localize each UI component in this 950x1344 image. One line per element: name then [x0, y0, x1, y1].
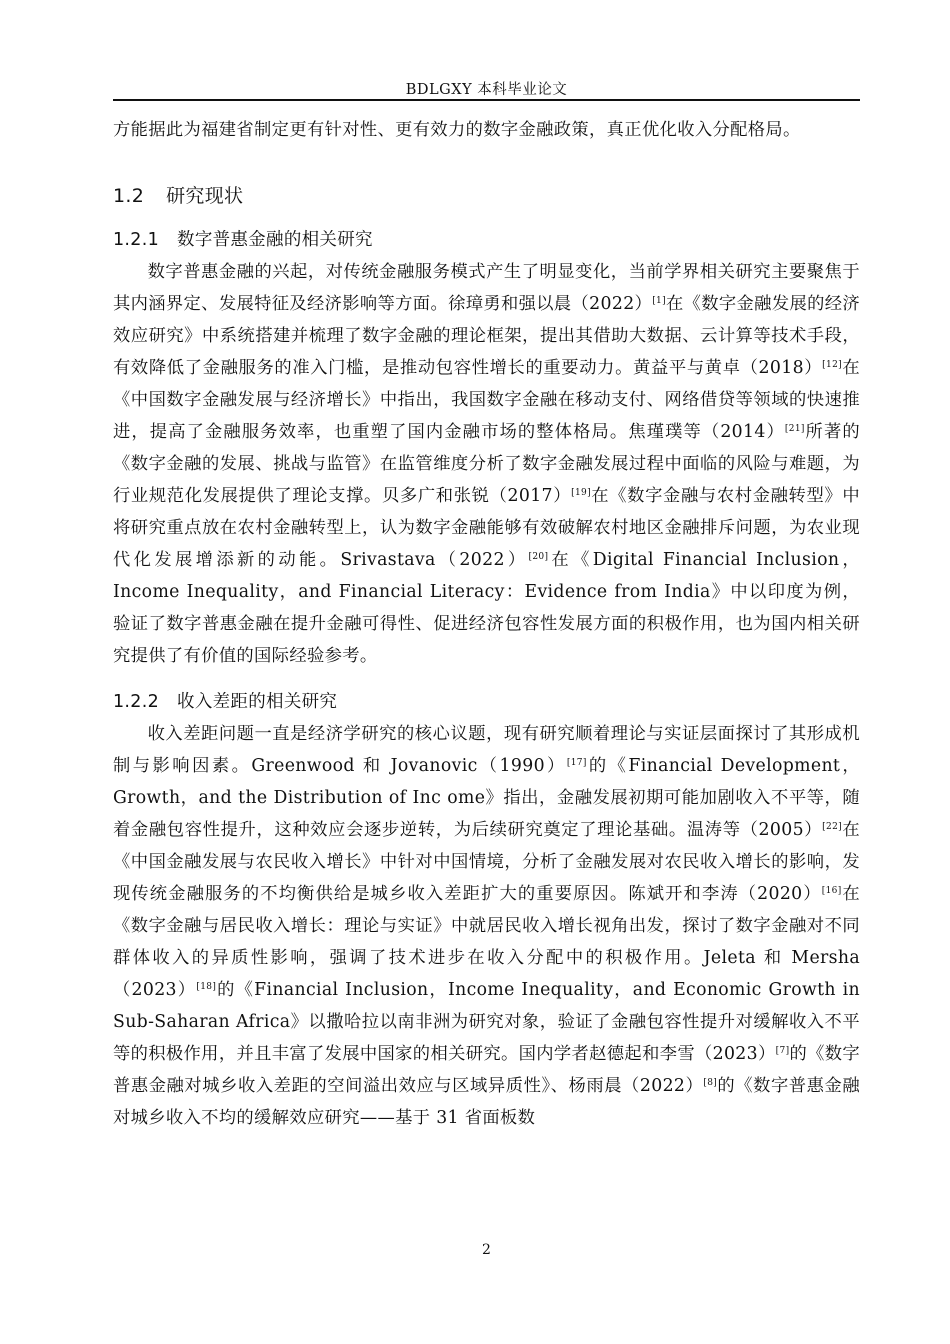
page-number: 2 [482, 1242, 491, 1258]
subsection-number: 1.2.2 [113, 692, 160, 712]
text-run: 的《Financial Inclusion，Income Inequality，and Economic Growth in Sub-Saharan Africa》以撒哈拉以南非洲为研究对象，验证了金融包容性提升对缓解收入不平等的积极作用，并且丰富了发展中国家的相关研究。国内学者赵德起和李雪（2023） [113, 980, 860, 1064]
paragraph-digital-finance [113, 256, 860, 672]
text-run: 在《数字金融发展的经济效应研究》中系统搭建并梳理了数字金融的理论框架，提出其借助大数据、云计算等技术手段，有效降低了金融服务的准入门槛，是推动包容性增长的重要动力。黄益平与黄卓（2018） [113, 294, 860, 378]
text-run: 在《数字金融与农村金融转型》中将研究重点放在农村金融转型上，认为数字金融能够有效破解农村地区金融排斥问题，为农业现代化发展增添新的动能。Srivastava（2022） [113, 486, 860, 570]
subsection-heading-2 [113, 686, 860, 718]
citation-marker: [1] [652, 296, 666, 306]
citation-marker: [20] [528, 552, 549, 562]
text-run: 在《数字金融与居民收入增长：理论与实证》中就居民收入增长视角出发，探讨了数字金融对不同群体收入的异质性影响，强调了技术进步在收入分配中的积极作用。Jeleta 和 Mersha（2023） [113, 884, 860, 1000]
text-run: 的《数字普惠金融对城乡收入差距的空间溢出效应与区域异质性》、杨雨晨（2022） [113, 1044, 860, 1096]
citation-marker: [18] [196, 982, 217, 992]
citation-marker: [16] [821, 886, 842, 896]
text-run: 在《Digital Financial Inclusion， Income Inequality，and Financial Literacy：Evidence from India》中以印度为例，验证了数字普惠金融在提升金融可得性、促进经济包容性发展方面的积极作用，也为国内相关研究提供了有价值的国际经验参考。 [113, 550, 860, 666]
text-run: 所著的《数字金融的发展、挑战与监管》在监管维度分析了数字金融发展过程中面临的风险与难题，为行业规范化发展提供了理论支撑。贝多广和张锐（2017） [113, 422, 860, 506]
text-run: 的《Financial Development，Growth，and the Distribution of Inc ome》指出，金融发展初期可能加剧收入不平等，随着金融包容性提升，这种效应会逐步逆转，为后续研究奠定了理论基础。温涛等（2005） [113, 756, 860, 840]
citation-marker: [7] [775, 1046, 790, 1056]
paragraph-income-gap [113, 718, 860, 1134]
running-header: BDLGXY 本科毕业论文 [405, 82, 568, 98]
citation-marker: [8] [703, 1078, 718, 1088]
carry-over-paragraph: 方能据此为福建省制定更有针对性、更有效力的数字金融政策，真正优化收入分配格局。 [113, 120, 801, 140]
subsection-heading-1 [113, 224, 860, 256]
citation-marker: [21] [784, 424, 805, 434]
text-run: 收入差距问题一直是经济学研究的核心议题，现有研究顺着理论与实证层面探讨了其形成机制与影响因素。Greenwood 和 Jovanovic（1990） [113, 724, 860, 776]
text-run: 在《中国金融发展与农民收入增长》中针对中国情境，分析了金融发展对农民收入增长的影响，发现传统金融服务的不均衡供给是城乡收入差距扩大的重要原因。陈斌开和李涛（2020） [113, 820, 860, 904]
subsection-title: 收入差距的相关研究 [177, 692, 338, 712]
section-heading [113, 180, 860, 212]
subsection-number: 1.2.1 [113, 230, 160, 250]
subsection-title: 数字普惠金融的相关研究 [177, 230, 373, 250]
citation-marker: [17] [566, 758, 587, 768]
text-run: 数字普惠金融的兴起，对传统金融服务模式产生了明显变化，当前学界相关研究主要聚焦于其内涵界定、发展特征及经济影响等方面。徐璋勇和强以晨（2022） [113, 262, 860, 314]
text-run: 在《中国数字金融发展与经济增长》中指出，我国数字金融在移动支付、网络借贷等领域的快速推进，提高了金融服务效率，也重塑了国内金融市场的整体格局。焦瑾璞等（2014） [113, 358, 860, 442]
header-rule [113, 99, 860, 101]
citation-marker: [12] [822, 360, 843, 370]
section-title: 研究现状 [166, 185, 244, 207]
text-run: 的《数字普惠金融对城乡收入不均的缓解效应研究——基于 31 省面板数 [113, 1076, 860, 1128]
page-body [113, 114, 860, 1134]
citation-marker: [22] [822, 822, 843, 832]
citation-marker: [19] [571, 488, 591, 498]
section-number: 1.2 [113, 185, 145, 207]
